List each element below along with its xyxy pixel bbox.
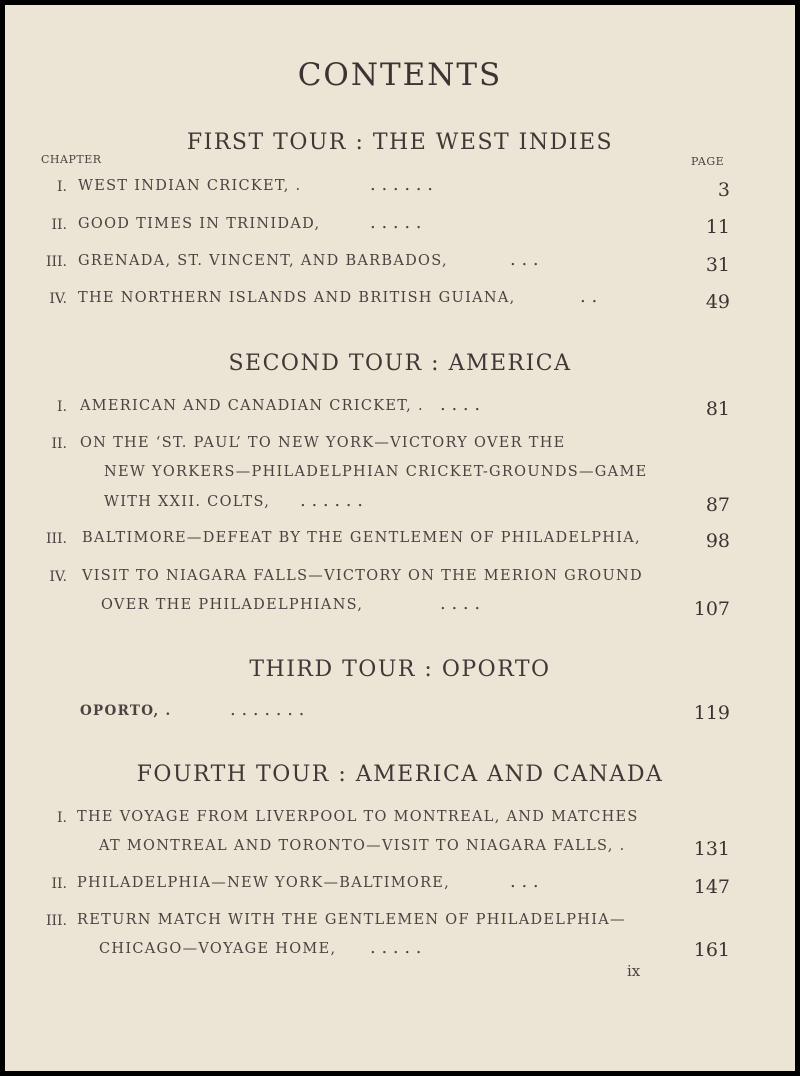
chapter-title-continued: CHICAGO—VOYAGE HOME, <box>99 941 337 957</box>
chapter-number: III. <box>45 254 67 270</box>
page-number: 131 <box>693 838 730 860</box>
leader-dots: . . . <box>510 871 539 892</box>
tour-heading-third: THIRD TOUR : OPORTO <box>249 657 551 682</box>
leader-dots: . . . . . . <box>370 174 433 195</box>
tour-heading-second: SECOND TOUR : AMERICA <box>228 351 572 376</box>
page-number: 11 <box>705 216 730 238</box>
page-number: 3 <box>717 179 730 201</box>
chapter-number: III. <box>45 913 67 929</box>
tour-heading-fourth: FOURTH TOUR : AMERICA AND CANADA <box>136 762 664 787</box>
chapter-number: III. <box>45 531 67 547</box>
chapter-title: VISIT TO NIAGARA FALLS—VICTORY ON THE MERION GROUND <box>82 568 643 584</box>
chapter-title: THE VOYAGE FROM LIVERPOOL TO MONTREAL, AND MATCHES <box>77 809 639 825</box>
page-number: 161 <box>693 939 730 961</box>
chapter-number: II. <box>51 876 67 892</box>
chapter-title: AMERICAN AND CANADIAN CRICKET, . <box>80 398 424 414</box>
chapter-column-label: CHAPTER <box>41 153 102 166</box>
page-number: 98 <box>705 530 730 552</box>
chapter-number: II. <box>51 217 67 233</box>
chapter-title: WEST INDIAN CRICKET, . <box>78 178 302 194</box>
page-number: 147 <box>693 876 730 898</box>
book-page <box>5 5 795 1071</box>
page-column-label: PAGE <box>691 155 725 168</box>
chapter-title: GRENADA, ST. VINCENT, AND BARBADOS, <box>78 253 448 269</box>
leader-dots: . . . . . . <box>300 490 363 511</box>
leader-dots: . . . . . <box>370 212 422 233</box>
chapter-title-continued: WITH XXII. COLTS, <box>104 494 271 510</box>
leader-dots: . . . . . . . <box>230 699 305 720</box>
chapter-number: IV. <box>49 291 67 307</box>
chapter-title: THE NORTHERN ISLANDS AND BRITISH GUIANA, <box>78 290 516 306</box>
chapter-number: II. <box>51 436 67 452</box>
page-number: 31 <box>705 254 730 276</box>
chapter-title-continued: NEW YORKERS—PHILADELPHIAN CRICKET-GROUNDS—GAME <box>104 464 648 480</box>
chapter-number: IV. <box>49 569 67 585</box>
chapter-title: PHILADELPHIA—NEW YORK—BALTIMORE, <box>77 875 451 891</box>
chapter-title-continued: AT MONTREAL AND TORONTO—VISIT TO NIAGARA FALLS, . <box>99 838 626 854</box>
page-number: 81 <box>705 398 730 420</box>
leader-dots: . . . . <box>440 394 481 415</box>
leader-dots: . . <box>580 286 598 307</box>
folio-page-number: ix <box>627 962 641 980</box>
chapter-title-continued: OVER THE PHILADELPHIANS, <box>101 597 364 613</box>
chapter-number: I. <box>57 399 67 415</box>
chapter-number: I. <box>57 810 67 826</box>
chapter-title: ON THE ‘ST. PAUL’ TO NEW YORK—VICTORY OVER THE <box>80 435 566 451</box>
page-number: 119 <box>693 702 730 724</box>
page-title: CONTENTS <box>297 57 503 93</box>
chapter-title: BALTIMORE—DEFEAT BY THE GENTLEMEN OF PHILADELPHIA, <box>82 530 641 546</box>
leader-dots: . . . . <box>440 593 481 614</box>
page-number: 107 <box>693 598 730 620</box>
chapter-number: I. <box>57 179 67 195</box>
chapter-title: OPORTO, . <box>80 703 172 719</box>
leader-dots: . . . . . <box>370 937 422 958</box>
page-number: 87 <box>705 494 730 516</box>
tour-heading-first: FIRST TOUR : THE WEST INDIES <box>186 130 614 155</box>
page-number: 49 <box>705 291 730 313</box>
leader-dots: . . . <box>510 249 539 270</box>
chapter-title: RETURN MATCH WITH THE GENTLEMEN OF PHILADELPHIA— <box>77 912 626 928</box>
chapter-title: GOOD TIMES IN TRINIDAD, <box>78 216 321 232</box>
